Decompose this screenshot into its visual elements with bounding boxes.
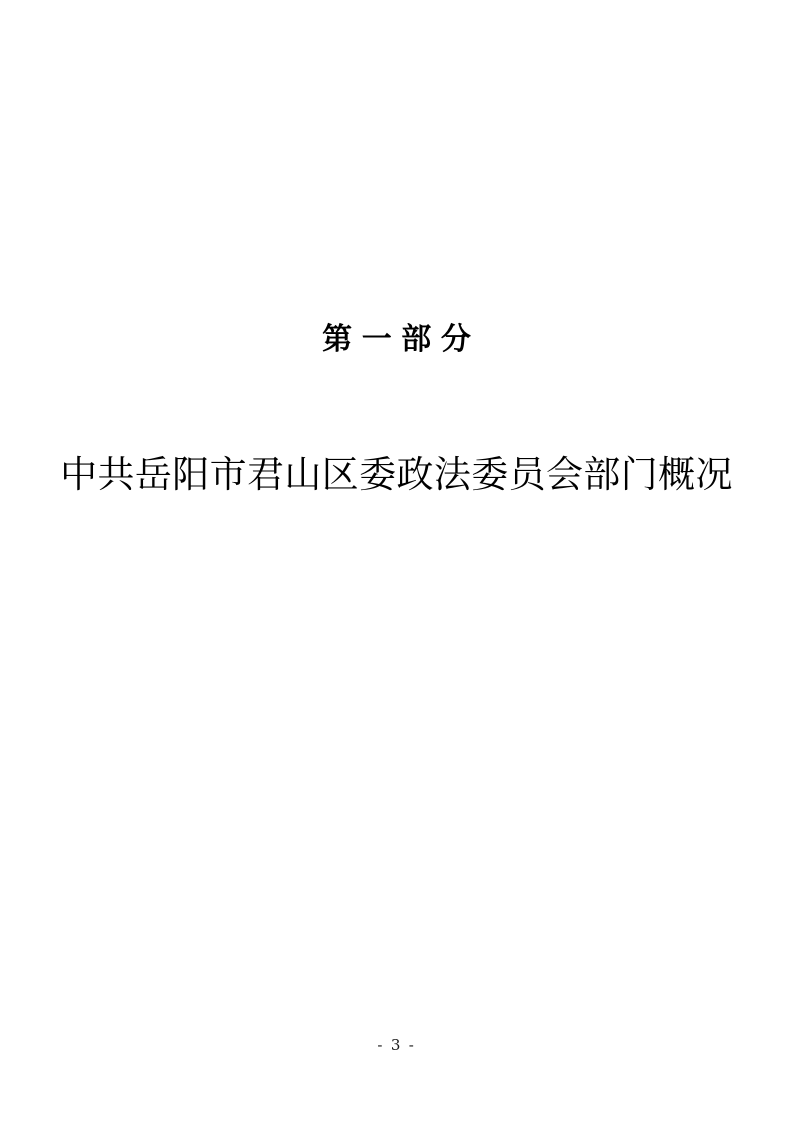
page-number: - 3 -: [377, 1036, 416, 1054]
document-title: 中共岳阳市君山区委政法委员会部门概况: [60, 453, 733, 496]
section-title: 第一部分: [322, 322, 481, 357]
